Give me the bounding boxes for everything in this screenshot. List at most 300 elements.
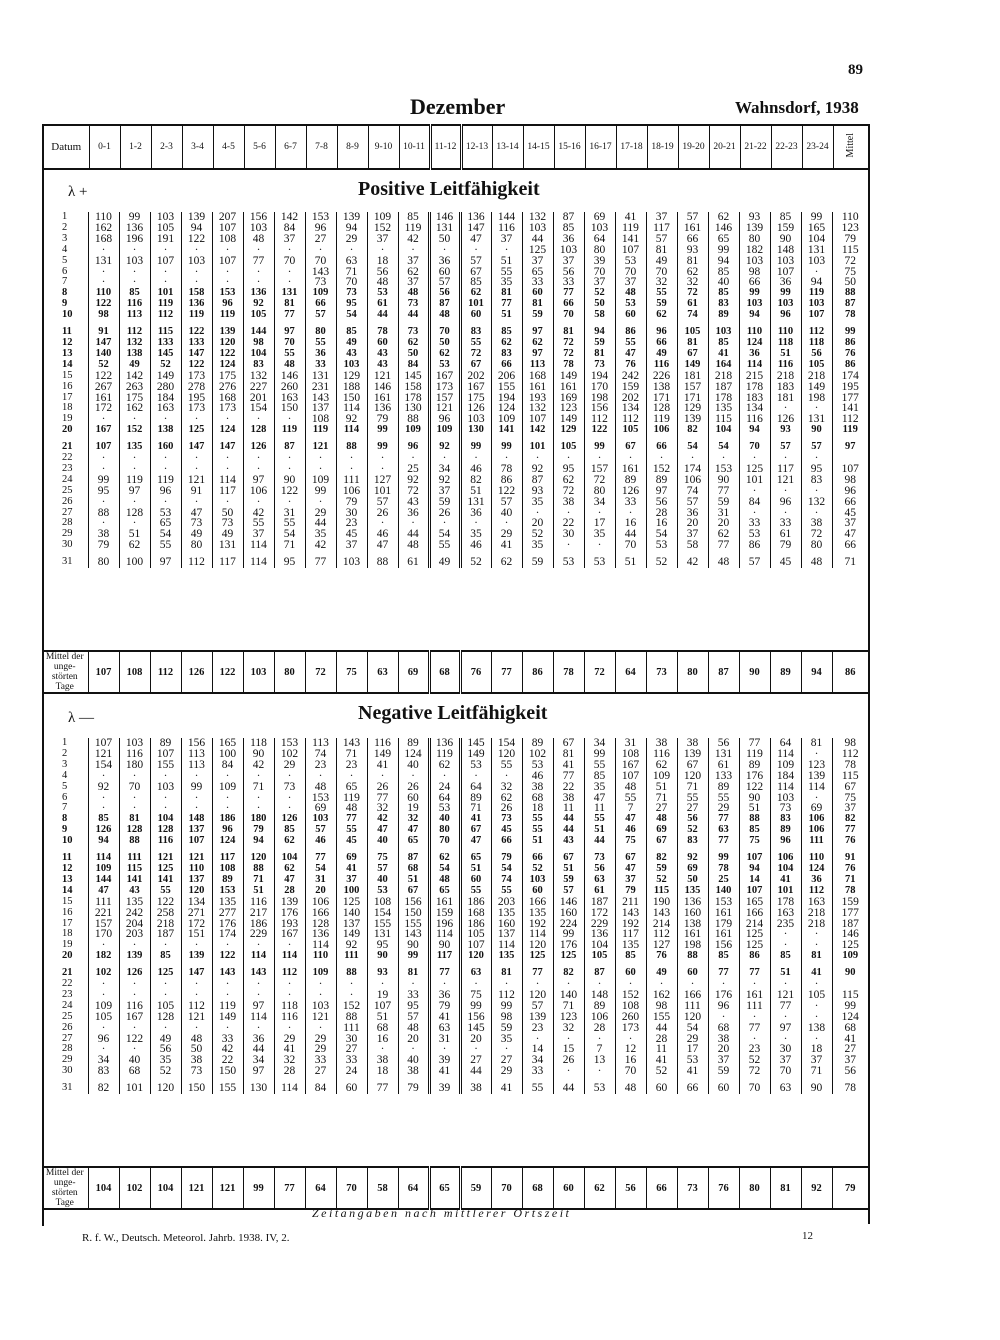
value-cell: 103	[739, 299, 770, 310]
value-cell: 38	[522, 782, 553, 793]
value-cell: 72	[677, 288, 708, 299]
mean-cell: 80	[677, 651, 708, 693]
value-cell: 102	[522, 749, 553, 760]
value-cell: 95	[274, 557, 305, 568]
value-cell: 97	[522, 327, 553, 338]
value-cell: 36	[677, 508, 708, 519]
value-cell: 69	[646, 825, 677, 836]
value-cell: ·	[119, 245, 150, 256]
value-cell: 114	[770, 749, 801, 760]
value-cell: 227	[243, 382, 274, 393]
value-cell: 85	[708, 288, 739, 299]
value-cell: 40	[429, 814, 460, 825]
header-hour-23-24: 23-24	[802, 125, 833, 169]
value-cell: 48	[801, 557, 832, 568]
value-cell: 79	[615, 886, 646, 897]
value-cell: 112	[181, 1001, 212, 1012]
value-cell: 47	[88, 886, 119, 897]
value-cell: 48	[305, 782, 336, 793]
value-cell: 105	[801, 360, 832, 371]
value-cell: 109	[88, 1001, 119, 1012]
value-cell: 161	[367, 393, 398, 404]
day-label: 18	[62, 929, 73, 940]
value-cell: 46	[305, 836, 336, 847]
value-cell: 103	[708, 327, 739, 338]
value-cell: 111	[336, 951, 367, 962]
value-cell: 48	[429, 310, 460, 321]
value-cell: 99	[88, 475, 119, 486]
value-cell: ·	[212, 803, 243, 814]
value-cell: ·	[119, 793, 150, 804]
value-cell: 187	[150, 929, 181, 940]
value-cell: 120	[522, 940, 553, 951]
value-cell: 18	[367, 1066, 398, 1077]
value-cell: 100	[336, 886, 367, 897]
value-cell: 47	[615, 814, 646, 825]
value-cell: 38	[553, 793, 584, 804]
day-label: 27	[62, 507, 73, 518]
value-cell: ·	[150, 771, 181, 782]
value-cell: 30	[336, 508, 367, 519]
value-cell: 154	[491, 738, 522, 749]
value-cell: 111	[88, 897, 119, 908]
value-cell: 127	[646, 940, 677, 951]
value-cell: ·	[305, 245, 336, 256]
value-cell: 78	[553, 360, 584, 371]
value-cell: 27	[491, 1055, 522, 1066]
station-title: Wahnsdorf, 1938	[735, 98, 859, 117]
value-cell: 47	[460, 836, 491, 847]
value-cell: 89	[739, 760, 770, 771]
value-cell: 60	[708, 1083, 739, 1094]
value-cell: 113	[181, 760, 212, 771]
mean-cell: 70	[491, 1167, 522, 1209]
value-cell: 27	[646, 803, 677, 814]
value-cell: 38	[646, 738, 677, 749]
daily-mean-cell: 27	[832, 1044, 868, 1055]
value-cell: 94	[739, 425, 770, 436]
value-cell: 175	[119, 393, 150, 404]
mean-cell: 70	[336, 1167, 367, 1209]
value-cell: 108	[305, 414, 336, 425]
value-cell: 63	[770, 1083, 801, 1094]
value-cell: 140	[708, 886, 739, 897]
value-cell: 130	[460, 425, 491, 436]
value-cell: 121	[181, 475, 212, 486]
value-cell: 57	[522, 1001, 553, 1012]
day-label: 27	[62, 1033, 73, 1044]
value-cell: ·	[181, 453, 212, 464]
value-cell: 70	[274, 338, 305, 349]
value-cell: 81	[274, 299, 305, 310]
value-cell: 179	[708, 919, 739, 930]
day-label: 1	[62, 212, 68, 222]
value-cell: 167	[615, 760, 646, 771]
value-cell: 55	[491, 886, 522, 897]
mean-cell: 63	[367, 651, 398, 693]
day-label: 2	[62, 222, 68, 233]
value-cell: ·	[739, 453, 770, 464]
value-cell: 121	[429, 403, 460, 414]
value-cell: 153	[708, 464, 739, 475]
value-cell: 136	[181, 299, 212, 310]
value-cell: 258	[150, 908, 181, 919]
value-cell: 119	[119, 475, 150, 486]
value-cell: 53	[367, 288, 398, 299]
mean-cell: 121	[212, 1167, 243, 1209]
table-row	[42, 908, 868, 919]
value-cell: ·	[429, 1044, 460, 1055]
value-cell: 98	[739, 267, 770, 278]
value-cell: 66	[646, 338, 677, 349]
value-cell: ·	[243, 979, 274, 990]
value-cell: ·	[150, 267, 181, 278]
value-cell: 51	[646, 782, 677, 793]
value-cell: 143	[305, 393, 336, 404]
value-cell: 60	[460, 310, 491, 321]
value-cell: 78	[708, 864, 739, 875]
value-cell: 88	[119, 836, 150, 847]
value-cell: 85	[584, 771, 615, 782]
daily-mean-cell	[832, 453, 868, 464]
value-cell: 52	[584, 288, 615, 299]
table-row	[42, 529, 868, 540]
value-cell: 63	[584, 875, 615, 886]
value-cell: ·	[801, 1034, 832, 1045]
negative-table	[42, 738, 868, 1094]
value-cell: 36	[460, 508, 491, 519]
value-cell: 71	[460, 803, 491, 814]
value-cell: 81	[677, 256, 708, 267]
value-cell: ·	[305, 979, 336, 990]
value-cell: 121	[770, 475, 801, 486]
value-cell: 45	[336, 529, 367, 540]
value-cell: 33	[398, 990, 429, 1001]
mean-cell: 112	[150, 651, 181, 693]
value-cell: 59	[553, 875, 584, 886]
value-cell: 26	[491, 803, 522, 814]
value-cell: 78	[367, 327, 398, 338]
day-label: 11	[62, 853, 72, 864]
positive-mean-row	[42, 650, 868, 694]
value-cell: 202	[615, 393, 646, 404]
value-cell: 181	[770, 393, 801, 404]
value-cell: 128	[119, 508, 150, 519]
value-cell: 35	[522, 540, 553, 551]
table-row	[42, 393, 868, 404]
value-cell: 136	[243, 288, 274, 299]
value-cell: 29	[336, 234, 367, 245]
value-cell: 77	[367, 793, 398, 804]
value-cell: 27	[305, 234, 336, 245]
value-cell: 37	[615, 277, 646, 288]
value-cell: ·	[429, 453, 460, 464]
value-cell: 57	[367, 497, 398, 508]
value-cell: 41	[553, 760, 584, 771]
value-cell: 81	[646, 245, 677, 256]
value-cell: 73	[584, 360, 615, 371]
value-cell: 90	[801, 1083, 832, 1094]
value-cell: 69	[801, 803, 832, 814]
value-cell: 58	[584, 310, 615, 321]
value-cell: 104	[801, 234, 832, 245]
value-cell: 143	[615, 908, 646, 919]
value-cell: 55	[150, 540, 181, 551]
value-cell: 153	[305, 212, 336, 223]
value-cell: 148	[770, 245, 801, 256]
value-cell: 64	[770, 738, 801, 749]
value-cell: 114	[522, 929, 553, 940]
value-cell: 90	[429, 940, 460, 951]
value-cell: ·	[367, 979, 398, 990]
value-cell: 72	[801, 529, 832, 540]
value-cell: 94	[708, 256, 739, 267]
value-cell: 96	[770, 836, 801, 847]
value-cell: ·	[150, 803, 181, 814]
value-cell: 44	[460, 1066, 491, 1077]
value-cell: ·	[522, 979, 553, 990]
value-cell: 107	[615, 771, 646, 782]
value-cell: 40	[367, 836, 398, 847]
value-cell: 36	[770, 277, 801, 288]
value-cell: 134	[181, 897, 212, 908]
value-cell: 37	[615, 875, 646, 886]
value-cell: 92	[336, 414, 367, 425]
value-cell: 122	[212, 951, 243, 962]
value-cell: ·	[212, 940, 243, 951]
value-cell: 57	[398, 1012, 429, 1023]
value-cell: ·	[181, 940, 212, 951]
value-cell: 104	[770, 864, 801, 875]
value-cell: 62	[708, 212, 739, 223]
value-cell: 44	[398, 529, 429, 540]
value-cell: 267	[88, 382, 119, 393]
value-cell: 69	[305, 803, 336, 814]
value-cell: 144	[88, 875, 119, 886]
value-cell: ·	[398, 1044, 429, 1055]
value-cell: 92	[88, 782, 119, 793]
value-cell: 16	[615, 518, 646, 529]
value-cell: 37	[584, 277, 615, 288]
value-cell: 119	[212, 1001, 243, 1012]
value-cell: ·	[398, 979, 429, 990]
value-cell: 99	[398, 951, 429, 962]
value-cell: ·	[553, 1034, 584, 1045]
value-cell: 91	[181, 486, 212, 497]
value-cell: 16	[646, 518, 677, 529]
value-cell: 94	[88, 836, 119, 847]
value-cell: 37	[336, 875, 367, 886]
value-cell: 25	[708, 875, 739, 886]
value-cell: ·	[739, 1034, 770, 1045]
day-label: 4	[62, 244, 68, 255]
value-cell: 33	[553, 277, 584, 288]
day-label: 24	[62, 474, 73, 485]
value-cell: 126	[119, 968, 150, 979]
value-cell: ·	[274, 803, 305, 814]
mean-cell: 80	[274, 651, 305, 693]
value-cell: 54	[677, 442, 708, 453]
value-cell: 31	[708, 508, 739, 519]
table-row	[42, 836, 868, 847]
value-cell: 125	[181, 425, 212, 436]
daily-mean-cell: 115	[832, 245, 868, 256]
value-cell: 62	[522, 338, 553, 349]
value-cell: 44	[243, 1044, 274, 1055]
value-cell: 35	[584, 529, 615, 540]
value-cell: 59	[708, 497, 739, 508]
value-cell: 33	[305, 1055, 336, 1066]
value-cell: 190	[646, 897, 677, 908]
value-cell: 121	[150, 853, 181, 864]
value-cell: 175	[460, 393, 491, 404]
value-cell: 136	[367, 403, 398, 414]
table-row	[42, 442, 868, 453]
value-cell: 90	[367, 951, 398, 962]
value-cell: 260	[274, 382, 305, 393]
value-cell: 149	[553, 371, 584, 382]
table-row	[42, 1034, 868, 1045]
value-cell: 55	[460, 338, 491, 349]
header-hour-13-14: 13-14	[492, 125, 523, 169]
value-cell: 65	[336, 782, 367, 793]
value-cell: 40	[398, 760, 429, 771]
value-cell: 85	[770, 212, 801, 223]
value-cell: 114	[801, 782, 832, 793]
value-cell: 29	[274, 1034, 305, 1045]
value-cell: 116	[243, 897, 274, 908]
value-cell: 11	[553, 803, 584, 814]
value-cell: ·	[119, 1023, 150, 1034]
value-cell: 107	[460, 940, 491, 951]
day-label: 16	[62, 381, 73, 392]
value-cell: 60	[677, 968, 708, 979]
value-cell: 84	[739, 497, 770, 508]
value-cell: 56	[708, 738, 739, 749]
value-cell: ·	[88, 979, 119, 990]
value-cell: 103	[739, 256, 770, 267]
value-cell: 126	[243, 442, 274, 453]
value-cell: 48	[243, 234, 274, 245]
value-cell: 115	[150, 327, 181, 338]
value-cell: 26	[429, 508, 460, 519]
value-cell: 124	[739, 338, 770, 349]
value-cell: 153	[305, 793, 336, 804]
table-row	[42, 557, 868, 568]
value-cell: ·	[212, 464, 243, 475]
header-hour-3-4: 3-4	[182, 125, 213, 169]
value-cell: 135	[119, 897, 150, 908]
value-cell: 125	[150, 968, 181, 979]
value-cell: 96	[305, 223, 336, 234]
value-cell: 90	[243, 749, 274, 760]
value-cell: 29	[708, 803, 739, 814]
daily-mean-cell: 123	[832, 223, 868, 234]
value-cell: 69	[584, 212, 615, 223]
value-cell: 57	[553, 886, 584, 897]
value-cell: 41	[677, 1066, 708, 1077]
value-cell: ·	[212, 793, 243, 804]
value-cell: 43	[336, 349, 367, 360]
value-cell: 38	[708, 1034, 739, 1045]
value-cell: 62	[429, 853, 460, 864]
value-cell: 140	[336, 908, 367, 919]
value-cell: 119	[150, 299, 181, 310]
value-cell: 109	[305, 288, 336, 299]
value-cell: ·	[274, 979, 305, 990]
value-cell: 116	[274, 1012, 305, 1023]
value-cell: 111	[801, 836, 832, 847]
value-cell: 114	[336, 403, 367, 414]
value-cell: 107	[150, 749, 181, 760]
table-row	[42, 990, 868, 1001]
value-cell: 168	[212, 393, 243, 404]
value-cell: 110	[88, 288, 119, 299]
value-cell: 125	[739, 929, 770, 940]
day-label: 3	[62, 233, 68, 244]
value-cell: 136	[460, 212, 491, 223]
value-cell: 139	[522, 1012, 553, 1023]
value-cell: ·	[429, 518, 460, 529]
value-cell: 109	[398, 425, 429, 436]
mean-cell: 107	[88, 651, 119, 693]
value-cell: 18	[367, 256, 398, 267]
value-cell: 55	[708, 793, 739, 804]
value-cell: 116	[491, 223, 522, 234]
value-cell: 116	[150, 836, 181, 847]
value-cell: 104	[243, 349, 274, 360]
value-cell: 53	[429, 360, 460, 371]
value-cell: 43	[367, 349, 398, 360]
value-cell: 97	[243, 475, 274, 486]
value-cell: 152	[336, 1001, 367, 1012]
daily-mean-cell: 177	[832, 393, 868, 404]
value-cell: 112	[181, 557, 212, 568]
value-cell: 114	[770, 782, 801, 793]
day-label: 29	[62, 529, 73, 540]
value-cell: 107	[212, 256, 243, 267]
value-cell: 138	[646, 382, 677, 393]
value-cell: 77	[708, 486, 739, 497]
value-cell: 131	[212, 540, 243, 551]
value-cell: ·	[491, 1044, 522, 1055]
value-cell: 111	[119, 853, 150, 864]
value-cell: 109	[367, 212, 398, 223]
value-cell: 77	[243, 256, 274, 267]
value-cell: 56	[553, 267, 584, 278]
value-cell: ·	[801, 403, 832, 414]
value-cell: 117	[212, 853, 243, 864]
value-cell: ·	[88, 464, 119, 475]
value-cell: 99	[770, 288, 801, 299]
value-cell: 43	[367, 360, 398, 371]
value-cell: 55	[491, 267, 522, 278]
value-cell: 66	[677, 1083, 708, 1094]
value-cell: 71	[336, 749, 367, 760]
day-label: 8	[62, 288, 68, 299]
value-cell: 152	[119, 425, 150, 436]
value-cell: 75	[460, 990, 491, 1001]
header-hour-2-3: 2-3	[151, 125, 182, 169]
value-cell: ·	[274, 414, 305, 425]
value-cell: 135	[212, 897, 243, 908]
value-cell: ·	[274, 497, 305, 508]
value-cell: 119	[150, 475, 181, 486]
day-label: 2	[62, 748, 68, 759]
daily-mean-cell: 174	[832, 371, 868, 382]
value-cell: 107	[212, 223, 243, 234]
value-cell: 140	[553, 990, 584, 1001]
